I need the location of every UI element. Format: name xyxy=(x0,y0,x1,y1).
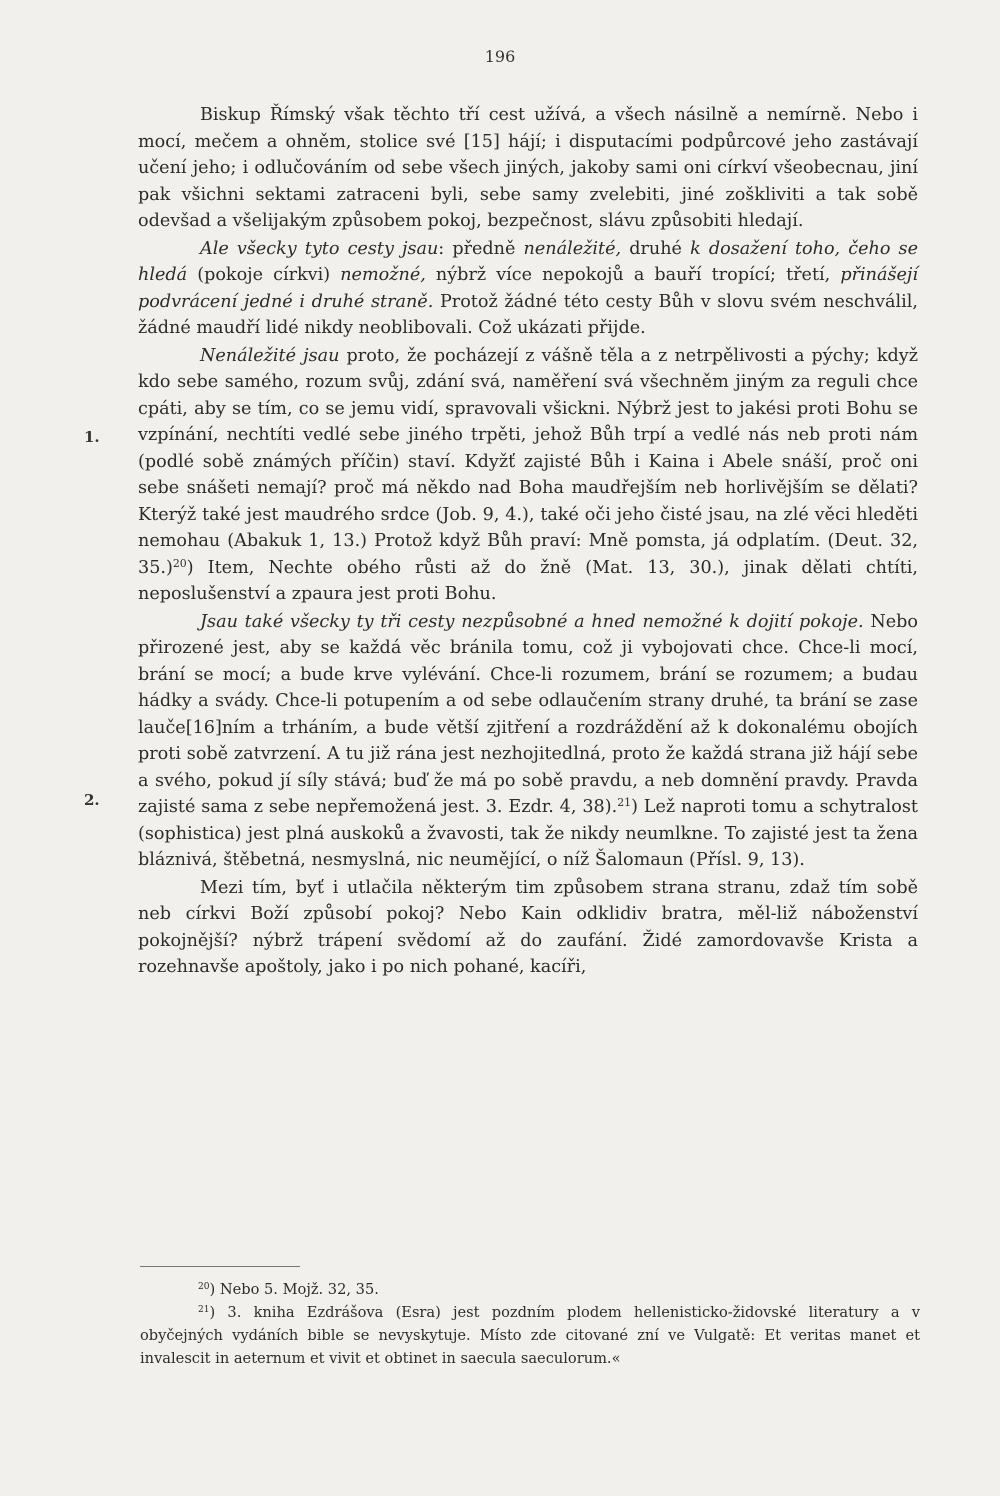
footnote-reference-21[interactable]: 21 xyxy=(617,796,632,809)
footnote-20 xyxy=(140,1278,920,1301)
text-run: Protož žádné této cesty Bůh v slovu svém neschválil, žádné maudří lidé nikdy neoblibovali. Což ukázati přijde. xyxy=(138,291,918,338)
footnote-mark: 20 xyxy=(198,1282,210,1293)
italic-phrase: nenáležité, xyxy=(523,238,622,259)
page-number: 196 xyxy=(484,47,516,66)
paragraph-1: Biskup Římský však těchto tří cest užívá, a všech násilně a nemírně. Nebo i mocí, mečem a ohněm, stolice své [15] hájí; i disputacími podpůrcové jeho zastávají učení jeho; i odlučováním od sebe všech jiných, jakoby sami oni církví všeobecnau, jiní pak všichni sektami zatraceni byli, sebe samy zvelebiti, jiné zoškliviti a tak sobě odevšad a všelijakým způsobem pokoj, bezpečnost, slávu způsobiti hledají. xyxy=(138,105,918,231)
footnotes xyxy=(140,1278,920,1370)
text-run: ) Lež naproti tomu a schytralost (sophistica) jest plná auskoků a žvavosti, tak že nikdy neumlkne. To zajisté jest ta žena bláznivá, štěbetná, nesmyslná, nic neumějící, o níž Šalomaun (Přísl. 9, 13). xyxy=(138,797,918,870)
text-run: ) Item, Nechte obého růsti až do žně (Mat. 13, 30.), jinak dělati chtíti, neposlušenství a zpaura jest proti Bohu. xyxy=(138,557,918,604)
footnote-text: ) Nebo 5. Mojž. 32, 35. xyxy=(209,1281,379,1298)
italic-phrase: Jsau také všecky ty tři cesty nezpůsobné a hned nemožné k dojití pokoje. xyxy=(200,611,864,632)
text-run: Nebo přirozené jest, aby se každá věc bránila tomu, což ji vybojovati chce. Chce-li mocí, brání se mocí; a bude krve vylévání. Chce-li rozumem, brání se rozumem; a budau hádky a svády. Chce-li potupením a od sebe odlaučením strany druhé, ta brání se zase lauče[16]ním a trháním, a bude větší zjitření a rozdráždění až k dokonalému obojích proti sobě zatvrzení. A tu již rána jest nezhojitedlná, proto že každá strana již hájí sebe a svého, pokud jí síly stává; buď že má po sobě pravdu, a neb domnění pravdy. Pravda zajisté sama z sebe nepřemožená jest. 3. Ezdr. 4, 38). xyxy=(138,611,918,817)
paragraph-4 xyxy=(138,609,918,874)
footnote-reference-20[interactable]: 20 xyxy=(172,556,187,570)
italic-phrase: přinášejí podvrácení jedné i druhé straně. xyxy=(138,265,918,312)
paragraph-5: Mezi tím, byť i utlačila některým tim způsobem strana stranu, zdaž tím sobě neb církvi Boží způsobí pokoj? Nebo Kain odklidiv bratra, měl-liž náboženství pokojnější? nýbrž trápení svědomí až do zaufání. Židé zamordovavše Krista a rozehnavše apoštoly, jako i po nich pohané, kacíři, xyxy=(138,877,918,977)
text-run: (pokoje církvi) xyxy=(187,265,341,285)
italic-phrase: Ale všecky tyto cesty jsau xyxy=(200,238,439,259)
footnote-21 xyxy=(140,1301,920,1370)
main-text xyxy=(138,102,918,981)
italic-phrase: nemožné, xyxy=(340,265,426,285)
text-run: proto, že pocházejí z vášně těla a z netrpělivosti a pýchy; když kdo sebe samého, rozum svůj, zdání svá, naměření svá všechněm jiným za reguli chce cpáti, aby se tím, co se jemu vidí, spravovali všickni. Nýbrž jest to jakési proti Bohu se vzpínání, nechtíti vedlé sebe jiného trpěti, jehož Bůh trpí a vedlé nás neb proti nám (podlé sobě známých příčin) staví. Kdyžť zajisté Bůh i Kaina i Abele snáší, proč oni sebe snášeti nemají? proč má někdo nad Boha maudřejším neb horlivějším se dělati? Kterýž také jest maudrého srdce (Job. 9, 4.), také oči jeho čisté jsau, na zlé věci hleděti nemohau (Abakuk 1, 13.) Protož když Bůh praví: Mně pomsta, já odplatím. (Deut. 32, 35.) xyxy=(138,345,918,578)
italic-phrase: k dosažení toho, čeho se hledá xyxy=(138,238,918,285)
footnote-mark: 21 xyxy=(198,1305,210,1316)
marginal-number-1: 1. xyxy=(84,428,100,446)
marginal-number-2: 2. xyxy=(84,791,100,809)
paragraph-2 xyxy=(138,236,918,342)
paragraph-3 xyxy=(138,343,918,608)
footnote-divider xyxy=(140,1266,300,1267)
footnote-text: ) 3. kniha Ezdrášova (Esra) jest pozdním plodem hellenisticko-židovské literatury a v obyčejných vydáních bible se nevyskytuje. Místo zde citované zní ve Vulgatě: Et veritas manet et invalescit in aeternum et vivit et obtinet in saecula saeculorum.« xyxy=(140,1304,920,1367)
text-run: : předně xyxy=(438,238,524,259)
italic-phrase: Nenáležité jsau xyxy=(200,345,340,366)
text-run: nýbrž více nepokojů a bauří tropící; třetí, xyxy=(425,265,841,285)
text-run: druhé xyxy=(621,238,691,259)
